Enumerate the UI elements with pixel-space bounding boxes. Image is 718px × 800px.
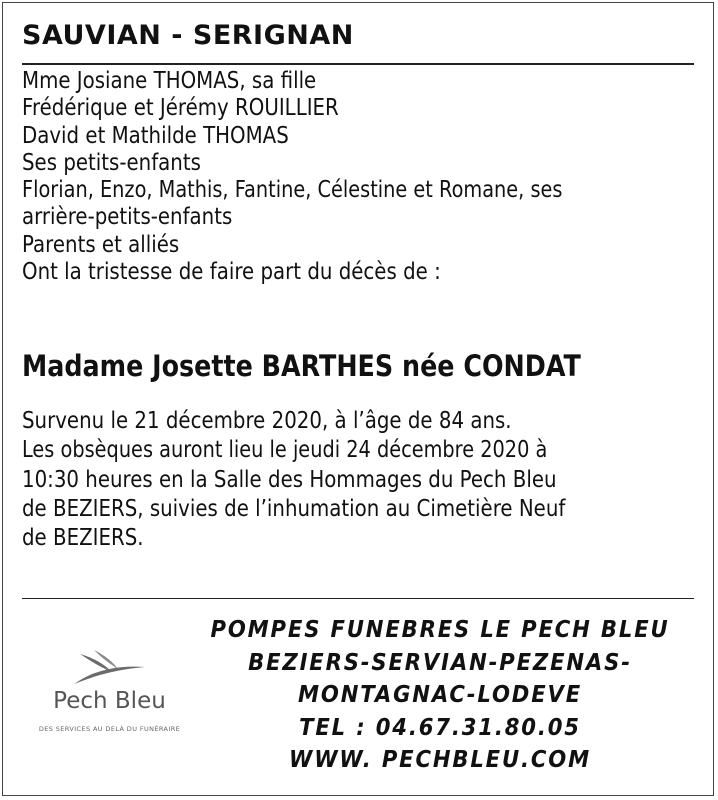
bird-wing-icon — [72, 648, 147, 686]
deceased-name: Madame Josette BARTHES née CONDAT — [22, 349, 581, 383]
agency-name: POMPES FUNEBRES LE PECH BLEU — [210, 617, 670, 643]
family-line: Parents et alliés — [22, 231, 180, 258]
family-line: Ont la tristesse de faire part du décès de : — [22, 259, 441, 286]
family-line: arrière-petits-enfants — [22, 204, 233, 231]
funeral-agency-info — [170, 614, 710, 777]
details-line: de BEZIERS, suivies de l’inhumation au Cimetière Neuf — [22, 495, 566, 522]
agency-website: WWW. PECHBLEU.COM — [289, 747, 591, 773]
family-line: Ses petits-enfants — [22, 149, 201, 176]
family-line: David et Mathilde THOMAS — [22, 122, 289, 149]
footer-divider — [22, 598, 694, 599]
agency-phone: TEL : 04.67.31.80.05 — [299, 714, 581, 741]
details-line: Survenu le 21 décembre 2020, à l’âge de 84 ans. — [22, 408, 512, 434]
details-line: 10:30 heures en la Salle des Hommages du Pech Bleu — [22, 466, 557, 493]
logo-tagline: DES SERVICES AU DELÀ DU FUNÉRAIRE — [38, 725, 181, 733]
family-line: Florian, Enzo, Mathis, Fantine, Célestine et Romane, ses — [22, 177, 563, 204]
family-list — [22, 68, 702, 286]
family-line: Mme Josiane THOMAS, sa fille — [22, 68, 317, 94]
agency-locations: MONTAGNAC-LODEVE — [297, 682, 583, 708]
details-line: de BEZIERS. — [22, 525, 144, 552]
logo-wordmark: Pech Bleu — [53, 688, 166, 714]
town-heading: SAUVIAN - SERIGNAN — [22, 20, 354, 51]
funeral-details — [22, 407, 702, 553]
details-line: Les obsèques auront lieu le jeudi 24 décembre 2020 à — [22, 437, 548, 464]
agency-locations: BEZIERS-SERVIAN-PEZENAS- — [248, 649, 632, 676]
family-line: Frédérique et Jérémy ROUILLIER — [22, 95, 339, 122]
heading-divider — [22, 63, 694, 65]
